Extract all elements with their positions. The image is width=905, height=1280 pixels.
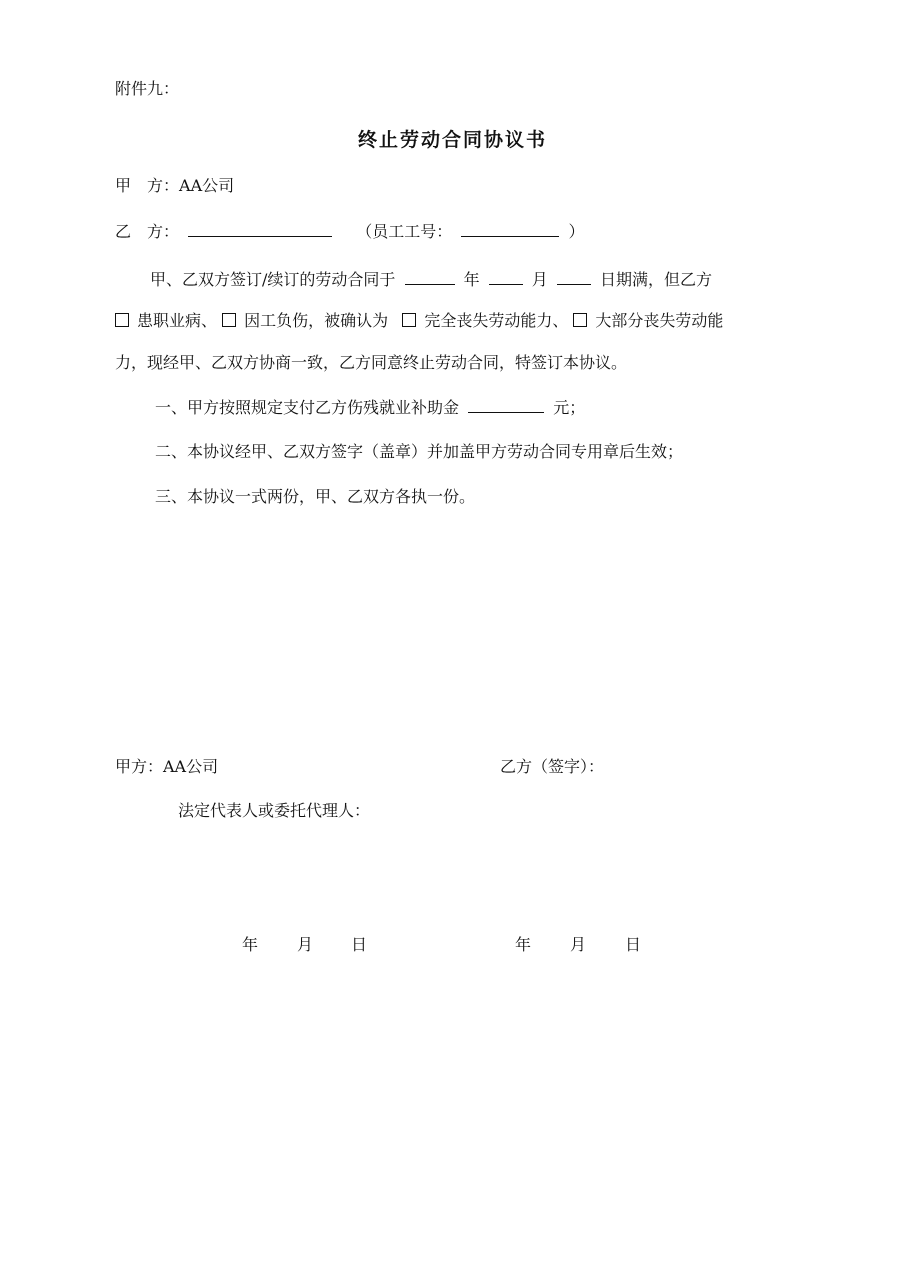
party-a-label: 甲 方： bbox=[115, 176, 180, 195]
option-disease-label: 患职业病、 bbox=[137, 311, 218, 330]
day-tail-text: 日期满，但乙方 bbox=[600, 270, 713, 289]
party-b-signature: 乙方（签字）： bbox=[500, 757, 605, 776]
checkbox-occupational-disease[interactable] bbox=[115, 313, 129, 327]
clause-1-unit: 元； bbox=[553, 398, 586, 417]
party-a-line bbox=[115, 175, 234, 197]
document-title: 终止劳动合同协议书 bbox=[357, 129, 547, 151]
party-a-signature: 甲方：AA公司 bbox=[115, 757, 219, 776]
party-a-day-label: 日 bbox=[351, 935, 368, 954]
clause-1 bbox=[155, 396, 585, 419]
subsidy-amount-field[interactable] bbox=[468, 396, 544, 413]
party-b-label: 乙 方： bbox=[115, 222, 180, 241]
checkbox-full-loss[interactable] bbox=[402, 313, 416, 327]
option-injury-label: 因工负伤，被确认为 bbox=[244, 311, 389, 330]
intro-line-3: 力，现经甲、乙双方协商一致，乙方同意终止劳动合同，特签订本协议。 bbox=[115, 353, 628, 372]
clause-3: 三、本协议一式两份，甲、乙双方各执一份。 bbox=[155, 487, 476, 506]
attachment-label: 附件九： bbox=[115, 79, 180, 98]
expiry-year-field[interactable] bbox=[405, 268, 455, 285]
employee-no-field[interactable] bbox=[461, 220, 559, 237]
checkbox-work-injury[interactable] bbox=[222, 313, 236, 327]
employee-no-close: ） bbox=[568, 222, 585, 241]
employee-no-label: （员工工号： bbox=[356, 222, 453, 241]
option-full-loss-label: 完全丧失劳动能力、 bbox=[424, 311, 569, 330]
party-b-day-label: 日 bbox=[625, 935, 642, 954]
year-label: 年 bbox=[463, 270, 480, 289]
party-b-month-label: 月 bbox=[570, 935, 587, 954]
party-b-name-field[interactable] bbox=[188, 220, 332, 237]
representative-label: 法定代表人或委托代理人： bbox=[178, 801, 371, 820]
clause-2: 二、本协议经甲、乙双方签字（盖章）并加盖甲方劳动合同专用章后生效； bbox=[155, 442, 684, 461]
intro-line-2 bbox=[115, 310, 723, 332]
expiry-day-field[interactable] bbox=[557, 268, 591, 285]
month-label: 月 bbox=[531, 270, 548, 289]
party-a-value: AA公司 bbox=[179, 176, 235, 195]
party-b-year-label: 年 bbox=[515, 935, 532, 954]
option-partial-loss-label: 大部分丧失劳动能 bbox=[595, 311, 724, 330]
clause-1-text: 一、甲方按照规定支付乙方伤残就业补助金 bbox=[155, 398, 460, 417]
intro-line-1 bbox=[150, 268, 712, 291]
intro-text: 甲、乙双方签订/续订的劳动合同于 bbox=[150, 270, 396, 289]
party-a-year-label: 年 bbox=[242, 935, 259, 954]
party-a-month-label: 月 bbox=[297, 935, 314, 954]
expiry-month-field[interactable] bbox=[489, 268, 523, 285]
party-b-line bbox=[115, 220, 585, 243]
checkbox-partial-loss[interactable] bbox=[573, 313, 587, 327]
